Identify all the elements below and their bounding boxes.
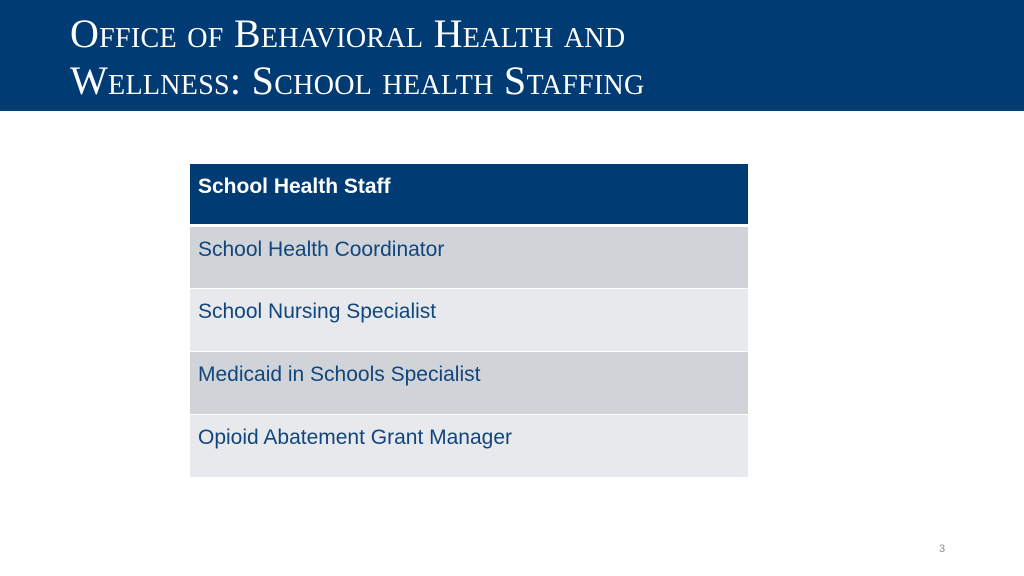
- table-cell-school-nursing-specialist: School Nursing Specialist: [190, 288, 748, 351]
- slide-title-line1: Office of Behavioral Health and: [70, 11, 626, 56]
- slide-title-line2: Wellness: School health Staffing: [70, 58, 645, 103]
- title-bar: [0, 0, 1024, 111]
- table-cell-school-health-coordinator: School Health Coordinator: [190, 225, 748, 288]
- table-row: [190, 414, 748, 477]
- table-cell-medicaid-in-schools-specialist: Medicaid in Schools Specialist: [190, 351, 748, 414]
- page-number: 3: [938, 543, 946, 555]
- staff-table: [190, 164, 748, 478]
- table-row: [190, 225, 748, 288]
- table-cell-opioid-abatement-grant-manager: Opioid Abatement Grant Manager: [190, 414, 748, 477]
- table-row: [190, 351, 748, 414]
- slide-title: [70, 10, 645, 104]
- table-header-cell: School Health Staff: [190, 164, 748, 225]
- table-header-row: [190, 164, 748, 225]
- table-row: [190, 288, 748, 351]
